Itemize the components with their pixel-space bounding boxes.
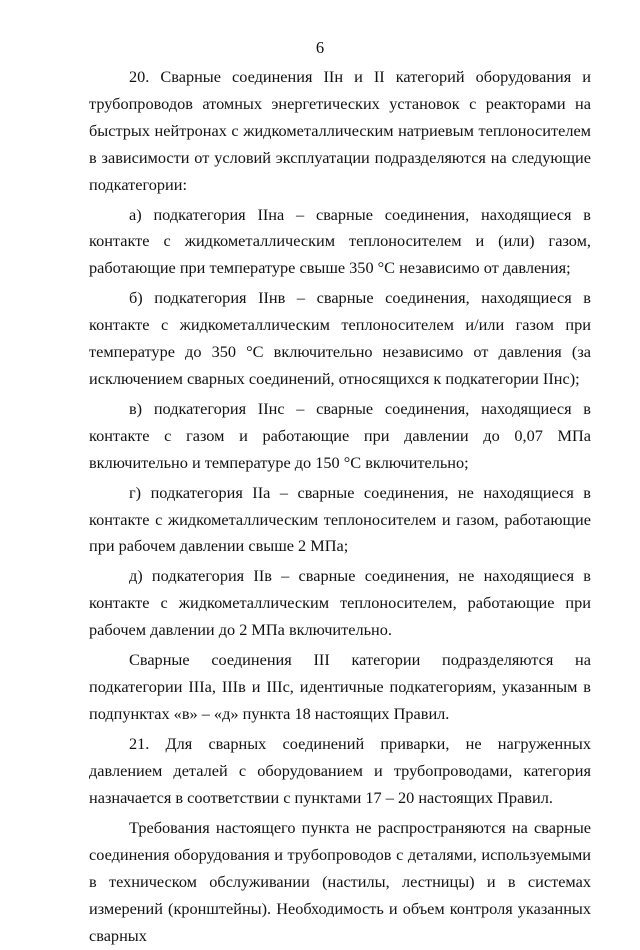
- subparagraph-a: а) подкатегория IIна – сварные соединения, находящиеся в контакте с жидкометаллическим теплоносителем и (или) газом, работающие при температуре свыше 350 °С независимо от давления;: [89, 204, 591, 278]
- subparagraph-v: в) подкатегория IIнс – сварные соединения, находящиеся в контакте с газом и работающие при давлении до 0,07 МПа включительно и температуре до 150 °С включительно;: [89, 398, 591, 472]
- paragraph-item-20: 20. Сварные соединения IIн и II категорий оборудования и трубопроводов атомных энергетических установок с реакторами на быстрых нейтронах с жидкометаллическим натриевым теплоносителем в зависимости от условий эксплуатации подразделяются на следующие подкатегории:: [89, 67, 591, 194]
- subparagraph-g: г) подкатегория IIа – сварные соединения, не находящиеся в контакте с жидкометаллическим теплоносителем и газом, работающие при рабочем давлении свыше 2 МПа;: [89, 482, 591, 556]
- page-number: 6: [315, 38, 325, 57]
- subparagraph-b: б) подкатегория IIнв – сварные соединения, находящиеся в контакте с жидкометаллическим теплоносителем и/или газом при температуре до 350 °С включительно независимо от давления (за исключением сварных соединений, относящихся к подкатегории IIнс);: [89, 288, 591, 388]
- paragraph-requirements: Требования настоящего пункта не распространяются на сварные соединения оборудования и трубопроводов с деталями, используемыми в техническом обслуживании (настилы, лестницы) и в системах измерений (кронштейны). Необходимость и объем контроля указанных сварных: [89, 818, 591, 946]
- paragraph-category-iii: Сварные соединения III категории подразделяются на подкатегории IIIа, IIIв и IIIс, идентичные подкатегориям, указанным в подпунктах «в» – «д» пункта 18 настоящих Правил.: [89, 650, 591, 723]
- document-body: [89, 64, 591, 950]
- subparagraph-d: д) подкатегория IIв – сварные соединения, не находящиеся в контакте с жидкометаллическим теплоносителем, работающие при рабочем давлении до 2 МПа включительно.: [89, 566, 591, 640]
- paragraph-item-21: 21. Для сварных соединений приварки, не нагруженных давлением деталей с оборудованием и трубопроводами, категория назначается в соответствии с пунктами 17 – 20 настоящих Правил.: [89, 733, 591, 807]
